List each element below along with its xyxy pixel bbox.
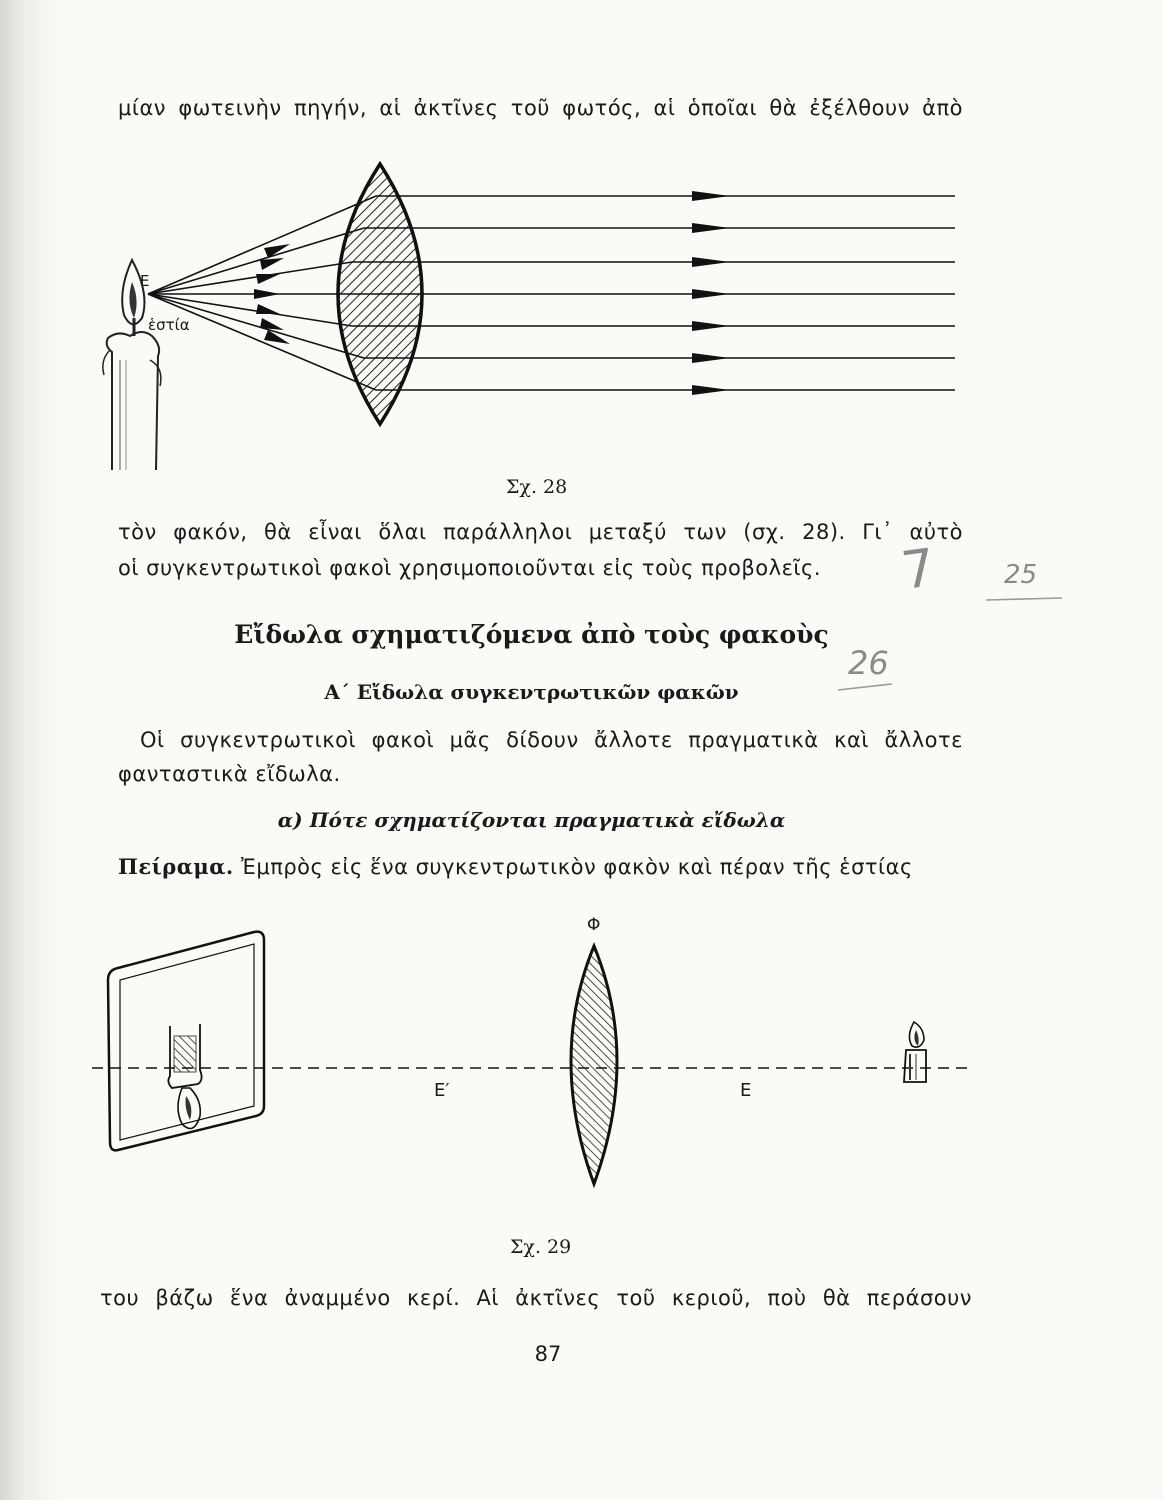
- focus-letter-label: Ε: [140, 272, 150, 290]
- text-line-3: οἱ συγκεντρωτικοὶ φακοὶ χρησιμοποιοῦνται εἰς τοὺς προβολεῖς.: [118, 556, 822, 580]
- object-focus-label: Ε: [740, 1080, 752, 1101]
- figure-29: [0, 900, 1163, 1240]
- image-focus-label: Ε′: [434, 1080, 450, 1101]
- text-line-2: τὸν φακόν, θὰ εἶναι ὅλαι παράλληλοι μεταξύ των (σχ. 28). Γι᾽ αὐτὸ: [118, 520, 963, 544]
- focus-word-label: ἑστία: [148, 316, 190, 334]
- page-number: 87: [534, 1342, 562, 1366]
- figure-28-caption: Σχ. 28: [506, 476, 568, 498]
- lens-label: Φ: [587, 915, 601, 935]
- figure-29-caption: Σχ. 29: [510, 1236, 572, 1258]
- experiment-term: Πείραμα.: [118, 854, 234, 879]
- candle-object-icon: [904, 1022, 926, 1082]
- converging-lens-29: [571, 946, 617, 1184]
- handwritten-note-c: 26: [848, 644, 889, 682]
- paragraph-line-2: φανταστικὰ εἴδωλα.: [118, 762, 341, 786]
- last-text-line: του βάζω ἕνα ἀναμμένο κερί. Αἱ ἀκτῖνες τοῦ κεριοῦ, ποὺ θὰ περάσουν: [100, 1286, 972, 1310]
- paragraph-line-1: Οἱ συγκεντρωτικοὶ φακοὶ μᾶς δίδουν ἄλλοτε πραγματικὰ καὶ ἄλλοτε: [140, 728, 963, 752]
- subsection-heading: α) Πότε σχηματίζονται πραγματικὰ εἴδωλα: [277, 808, 786, 832]
- inverted-candle-image-icon: [168, 1024, 201, 1129]
- handwritten-note-a: 7: [897, 537, 940, 603]
- handwritten-strokes: [0, 0, 1163, 720]
- experiment-text: Ἐμπρὸς εἰς ἕνα συγκεντρωτικὸν φακὸν καὶ πέραν τῆς ἑστίας: [240, 855, 913, 879]
- section-heading: Εἴδωλα σχηματιζόμενα ἀπὸ τοὺς φακοὺς: [234, 620, 829, 649]
- section-subheading: Α΄ Εἴδωλα συγκεντρωτικῶν φακῶν: [324, 680, 739, 704]
- text-line-1: μίαν φωτεινὴν πηγήν, αἱ ἀκτῖνες τοῦ φωτός, αἱ ὁποῖαι θὰ ἐξέλθουν ἀπὸ: [118, 96, 963, 120]
- handwritten-note-b: 25: [1004, 560, 1038, 590]
- experiment-line: [118, 854, 963, 879]
